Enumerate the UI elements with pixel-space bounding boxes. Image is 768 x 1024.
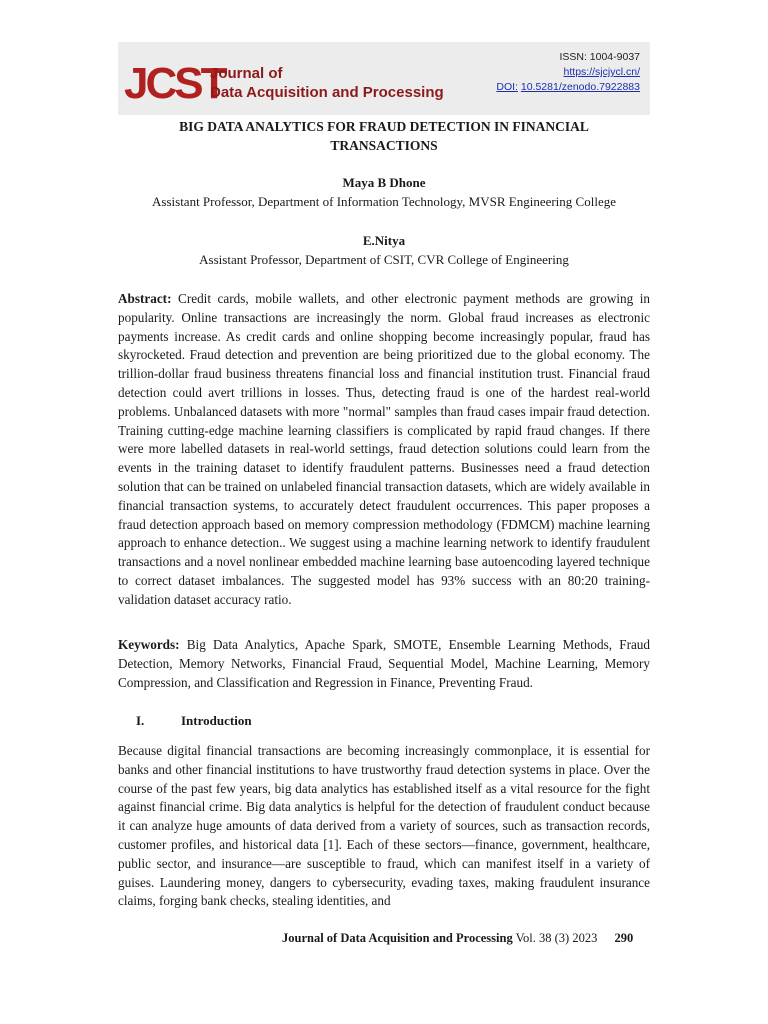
- jcst-logo: [124, 52, 225, 108]
- footer-journal: Journal of Data Acquisition and Processing: [282, 931, 513, 945]
- author-affiliation-2: Assistant Professor, Department of CSIT, CVR College of Engineering: [199, 252, 569, 267]
- abstract-label: Abstract:: [118, 291, 172, 306]
- paper-title-line2: TRANSACTIONS: [330, 138, 438, 153]
- journal-url-link[interactable]: https://sjcjycl.cn/: [563, 66, 640, 78]
- paper-title: [118, 117, 650, 155]
- footer-volume: Vol. 38 (3) 2023: [515, 931, 598, 945]
- author-name-2: E.Nitya: [362, 233, 406, 248]
- doi-label: DOI:: [496, 81, 518, 93]
- author-name-1: Maya B Dhone: [342, 175, 426, 190]
- journal-name-line1: Journal of: [210, 65, 283, 82]
- keywords-text: Big Data Analytics, Apache Spark, SMOTE, Ensemble Learning Methods, Fraud Detection, Memory Networks, Financial Fraud, Sequential Model, Machine Learning, Memory Compression, and Classification and Regression in Finance, Preventing Fraud.: [118, 637, 650, 690]
- section-title: Introduction: [181, 713, 252, 728]
- paper-title-line1: BIG DATA ANALYTICS FOR FRAUD DETECTION IN FINANCIAL: [179, 119, 589, 134]
- journal-name: [210, 64, 444, 102]
- page-number: 290: [614, 931, 634, 945]
- journal-header: [118, 42, 650, 115]
- introduction-text: Because digital financial transactions are becoming increasingly commonplace, it is essential for banks and other financial institutions to have trustworthy fraud detection systems in place. Over the course of the past few years, big data analytics has established itself as a vital resource for the fight against financial crime. Big data analytics is helpful for the detection of fraudulent conduct because it can analyze huge amounts of data derived from a variety of sources, such as transaction records, customer profiles, and historical data [1]. Each of these sectors—finance, government, healthcare, public sector, and insurance—are susceptible to fraud, which can manifest itself in a variety of guises. Laundering money, dangers to cybersecurity, evading taxes, making fraudulent insurance claims, forging bank checks, stealing identities, and: [118, 743, 650, 909]
- journal-name-line2: Data Acquisition and Processing: [210, 84, 444, 101]
- page-footer: [282, 931, 633, 946]
- section-heading: [136, 713, 252, 729]
- logo-text: JCST: [124, 59, 225, 108]
- abstract: [118, 290, 650, 610]
- issn: ISSN: 1004-9037: [559, 51, 640, 63]
- keywords: [118, 636, 650, 692]
- doi-line: [496, 80, 640, 95]
- journal-meta: [496, 50, 640, 95]
- doi-link[interactable]: 10.5281/zenodo.7922883: [520, 81, 640, 93]
- keywords-label: Keywords:: [118, 637, 180, 652]
- abstract-text: Credit cards, mobile wallets, and other electronic payment methods are growing in popularity. Online transactions are increasingly the norm. Global fraud increases as electronic payments increase. As credit cards and online shopping become increasingly popular, fraud has skyrocketed. Fraud detection and prevention are being prioritized due to the global economy. The trillion-dollar fraud business threatens financial loss and financial institution trust. Financial fraud detection could avert trillions in losses. Thus, detecting fraud is one of the hardest real-world problems. Unbalanced datasets with more "normal" samples than fraud cases impair fraud detection. Training cutting-edge machine learning classifiers is complicated by rapid fraud changes. If there were more labelled datasets in real-world settings, fraud detection solutions could learn from the events in the training dataset to identify fraudulent patterns. Businesses need a fraud detection solution that can be trained on unlabeled financial transaction datasets, which are widely available in financial transaction systems, to accurately detect fraudulent occurrences. This paper proposes a fraud detection approach based on memory compression methodology (FDMCM) machine learning approach to enhance detection.. We suggest using a machine learning network to identify fraudulent transactions and a novel nonlinear embedded machine learning base autoencoding layered technique to correct dataset imbalances. The suggested model has 93% success with an 80:20 training-validation dataset accuracy ratio.: [118, 291, 651, 607]
- section-number: I.: [136, 713, 145, 728]
- author-affiliation-1: Assistant Professor, Department of Information Technology, MVSR Engineering College: [152, 194, 616, 209]
